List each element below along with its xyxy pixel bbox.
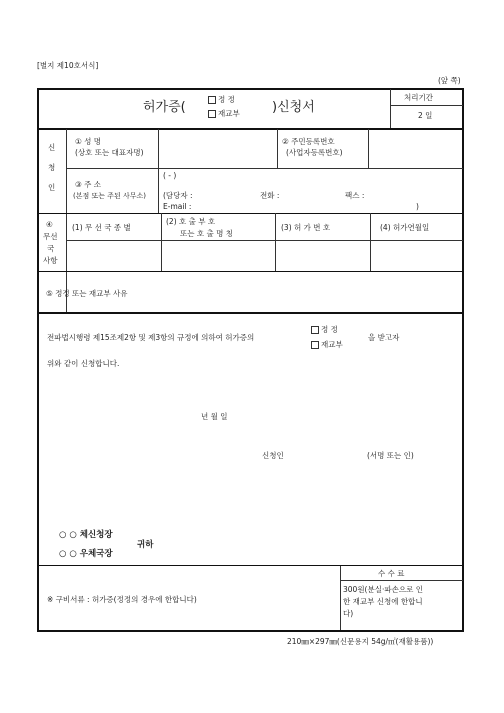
checkbox-icon xyxy=(208,96,216,104)
checkbox-icon xyxy=(208,110,216,118)
station-label-2: 무선 xyxy=(43,232,58,241)
page-side-label: (앞 쪽) xyxy=(438,76,461,85)
declaration-text-a: 전파법시행령 제15조제2항 및 제3항의 규정에 의하여 허가증의 xyxy=(47,333,255,342)
reg-value-divider xyxy=(368,129,369,169)
title-option-reissue: 재교부 xyxy=(208,110,240,118)
frame-top xyxy=(37,88,464,90)
station-label-4: 사항 xyxy=(43,256,58,265)
declaration-option-reissue: 재교부 xyxy=(311,341,343,349)
address-sublabel: (본점 또는 주된 사무소) xyxy=(73,192,146,200)
title-prefix: 허가증( xyxy=(143,100,186,115)
processing-value: 2 일 xyxy=(418,111,433,120)
station-bottom xyxy=(38,271,463,272)
call-sign-header-b: 또는 호 출 명 칭 xyxy=(180,229,234,238)
reg-sublabel: (사업자등록번호) xyxy=(286,148,343,157)
reason-bottom xyxy=(38,312,463,314)
applicant-hline xyxy=(66,168,463,169)
station-type-header: (1) 무 선 국 종 별 xyxy=(72,223,131,232)
name-label: ① 성 명 xyxy=(75,137,101,146)
reason-label: ⑤ 정정 또는 재교부 사유 xyxy=(46,289,128,298)
applicant-signature-label: 신청인 xyxy=(262,451,284,460)
frame-left xyxy=(37,88,39,631)
applicant-label-2: 청 xyxy=(48,163,56,172)
applicant-label-1: 신 xyxy=(48,143,56,152)
station-label-3: 국 xyxy=(47,244,55,253)
frame-bottom xyxy=(37,630,464,632)
required-documents: ※ 구비서류 : 허가증(정정의 경우에 한합니다) xyxy=(47,595,197,604)
fee-header-bottom xyxy=(340,580,463,581)
honorific: 귀하 xyxy=(137,540,154,550)
left-label-column xyxy=(66,129,67,313)
station-header-bottom xyxy=(66,240,463,241)
date-line: 년 월 일 xyxy=(201,412,228,421)
address-close-paren: ) xyxy=(416,202,419,211)
reg-label: ② 주민등록번호 xyxy=(282,137,335,146)
addressee-postal-office: ○ ○ 체신청장 xyxy=(59,530,113,540)
address-divider xyxy=(158,168,159,214)
checkbox-icon xyxy=(311,326,319,334)
phone-label: 전화 : xyxy=(260,191,280,200)
license-date-header: (4) 허가연월일 xyxy=(380,223,430,232)
station-col-divider-3 xyxy=(370,213,371,272)
station-label-1: ④ xyxy=(46,220,53,229)
checkbox-icon xyxy=(311,341,319,349)
signature-hint: (서명 또는 인) xyxy=(367,451,414,460)
address-label: ③ 주 소 xyxy=(75,180,101,189)
phone-format: ( - ) xyxy=(163,171,177,180)
fee-text-1: 300원(분실·파손으로 인 xyxy=(343,585,423,594)
applicant-label-3: 인 xyxy=(48,183,56,192)
declaration-option-correction: 정 정 xyxy=(311,326,338,334)
station-col-divider-2 xyxy=(275,213,276,272)
reg-divider xyxy=(277,129,278,169)
title-suffix: )신청서 xyxy=(272,100,315,115)
fee-label: 수 수 료 xyxy=(378,569,405,578)
call-sign-field[interactable] xyxy=(163,242,273,270)
declaration-text-b: 을 받고자 xyxy=(368,333,400,342)
title-option-correction: 정 정 xyxy=(208,96,235,104)
frame-right xyxy=(462,88,464,631)
addressee-post-office: ○ ○ 우체국장 xyxy=(59,549,113,559)
footer-top xyxy=(38,565,463,566)
call-sign-header-a: (2) 호 출 부 호 xyxy=(166,217,216,226)
paper-spec: 210㎜×297㎜(신문용지 54g/㎡(재활용품)) xyxy=(287,637,434,646)
form-number: [별지 제10호서식] xyxy=(37,61,99,70)
declaration-text-c: 위와 같이 신청합니다. xyxy=(47,359,120,368)
processing-label: 처리기간 xyxy=(404,93,433,102)
contact-person-label: (담당자 : xyxy=(163,191,193,200)
name-field[interactable] xyxy=(160,131,275,167)
applicant-bottom xyxy=(38,213,463,214)
license-date-field[interactable] xyxy=(372,242,460,270)
station-type-field[interactable] xyxy=(68,242,159,270)
name-divider xyxy=(158,129,159,169)
reason-field[interactable] xyxy=(160,275,460,311)
email-label: E-mail : xyxy=(163,202,192,211)
station-col-divider-1 xyxy=(161,213,162,272)
processing-divider xyxy=(390,89,391,129)
name-sublabel: (상호 또는 대표자명) xyxy=(75,148,144,157)
title-row-bottom xyxy=(38,128,463,130)
fee-text-2: 한 재교부 신청에 한합니 xyxy=(343,597,423,606)
fee-divider xyxy=(340,566,341,630)
processing-hline xyxy=(390,105,463,106)
reg-number-field[interactable] xyxy=(370,131,460,167)
fax-label: 팩스 : xyxy=(345,191,365,200)
license-number-field[interactable] xyxy=(277,242,368,270)
fee-text-3: 다) xyxy=(343,609,354,618)
license-number-header: (3) 허 가 번 호 xyxy=(281,223,331,232)
